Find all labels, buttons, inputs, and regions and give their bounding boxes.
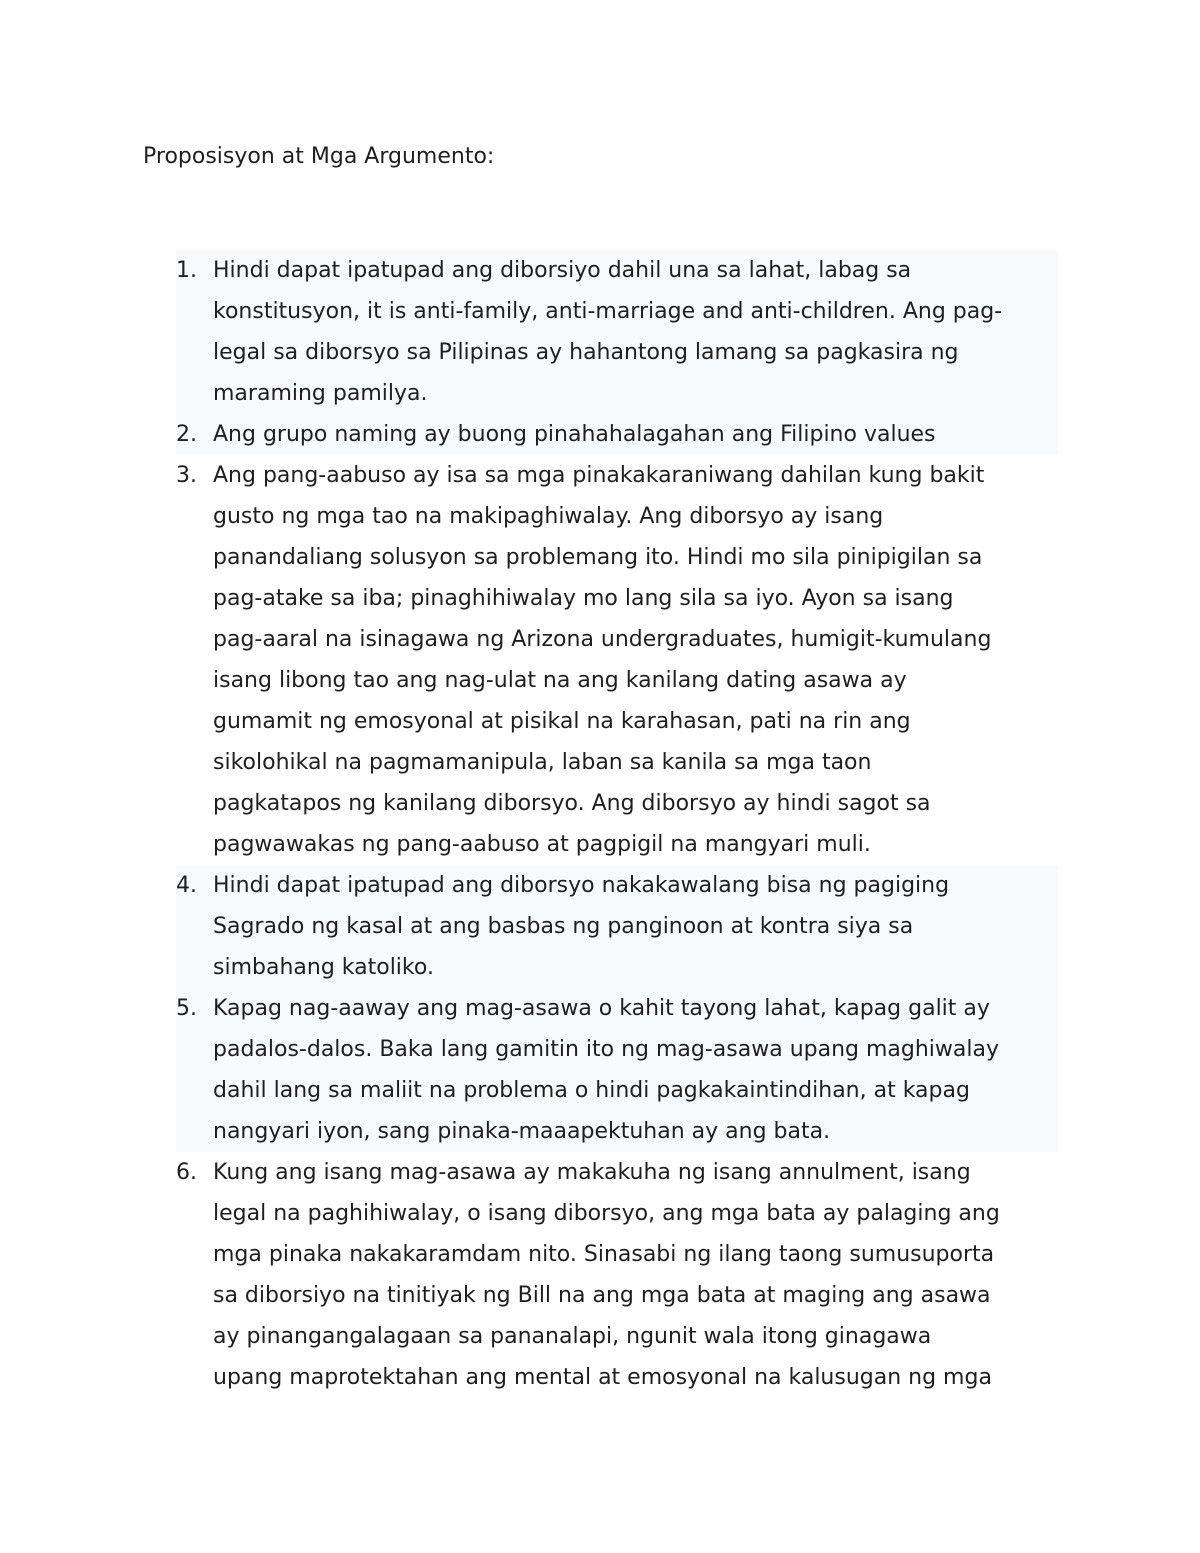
text-line: Ang grupo naming ay buong pinahahalagahan ang Filipino values [213, 422, 936, 447]
argument-item-3 [0, 455, 1200, 865]
argument-text [213, 455, 1063, 865]
text-line: padalos-dalos. Baka lang gamitin ito ng mag-asawa upang maghiwalay [213, 1037, 1000, 1062]
text-line: Sagrado ng kasal at ang basbas ng panginoon at kontra siya sa [213, 914, 914, 939]
text-line: sikolohikal na pagmamanipula, laban sa kanila sa mga taon [213, 750, 872, 775]
text-line: ay pinangangalagaan sa pananalapi, ngunit wala itong ginagawa [213, 1324, 932, 1349]
text-line: mga pinaka nakakaramdam nito. Sinasabi ng ilang taong sumusuporta [213, 1242, 995, 1267]
text-line: dahil lang sa maliit na problema o hindi pagkakaintindihan, at kapag [213, 1078, 970, 1103]
text-line: simbahang katoliko. [213, 955, 434, 980]
argument-number: 3. [176, 463, 197, 488]
argument-item-4 [176, 865, 1058, 988]
argument-number: 4. [176, 873, 197, 898]
text-line: Kapag nag-aaway ang mag-asawa o kahit tayong lahat, kapag galit ay [213, 996, 990, 1021]
text-line: upang maprotektahan ang mental at emosyonal na kalusugan ng mga [213, 1365, 992, 1390]
text-line: maraming pamilya. [213, 381, 428, 406]
text-line: legal sa diborsyo sa Pilipinas ay hahantong lamang sa pagkasira ng [213, 340, 959, 365]
text-line: Hindi dapat ipatupad ang diborsyo nakakawalang bisa ng pagiging [213, 873, 950, 898]
argument-text [213, 414, 1061, 455]
argument-text [213, 865, 1061, 988]
text-line: gusto ng mga tao na makipaghiwalay. Ang diborsyo ay isang [213, 504, 884, 529]
text-line: isang libong tao ang nag-ulat na ang kanilang dating asawa ay [213, 668, 907, 693]
argument-item-5 [176, 988, 1058, 1152]
text-line: pagkatapos ng kanilang diborsyo. Ang diborsyo ay hindi sagot sa [213, 791, 931, 816]
argument-list [0, 250, 1200, 1398]
text-line: legal na paghihiwalay, o isang diborsyo, ang mga bata ay palaging ang [213, 1201, 1000, 1226]
text-line: pagwawakas ng pang-aabuso at pagpigil na mangyari muli. [213, 832, 871, 857]
text-line: Kung ang isang mag-asawa ay makakuha ng isang annulment, isang [213, 1160, 971, 1185]
text-line: sa diborsiyo na tinitiyak ng Bill na ang mga bata at maging ang asawa [213, 1283, 991, 1308]
argument-item-6 [0, 1152, 1200, 1398]
text-line: pag-atake sa iba; pinaghihiwalay mo lang sila sa iyo. Ayon sa isang [213, 586, 954, 611]
document-title: Proposisyon at Mga Argumento: [143, 144, 495, 169]
argument-number: 5. [176, 996, 197, 1021]
text-line: nangyari iyon, sang pinaka-maaapektuhan ay ang bata. [213, 1119, 831, 1144]
argument-number: 2. [176, 422, 197, 447]
argument-text [213, 250, 1061, 414]
argument-text [213, 1152, 1063, 1398]
text-line: konstitusyon, it is anti-family, anti-marriage and anti-children. Ang pag- [213, 299, 1003, 324]
text-line: Ang pang-aabuso ay isa sa mga pinakakaraniwang dahilan kung bakit [213, 463, 985, 488]
text-line: panandaliang solusyon sa problemang ito. Hindi mo sila pinipigilan sa [213, 545, 983, 570]
text-line: pag-aaral na isinagawa ng Arizona undergraduates, humigit-kumulang [213, 627, 992, 652]
argument-text [213, 988, 1061, 1152]
argument-item-1 [176, 250, 1058, 414]
argument-item-2 [176, 414, 1058, 455]
text-line: Hindi dapat ipatupad ang diborsiyo dahil una sa lahat, labag sa [213, 258, 912, 283]
text-line: gumamit ng emosyonal at pisikal na karahasan, pati na rin ang [213, 709, 911, 734]
argument-number: 6. [176, 1160, 197, 1185]
argument-number: 1. [176, 258, 197, 283]
